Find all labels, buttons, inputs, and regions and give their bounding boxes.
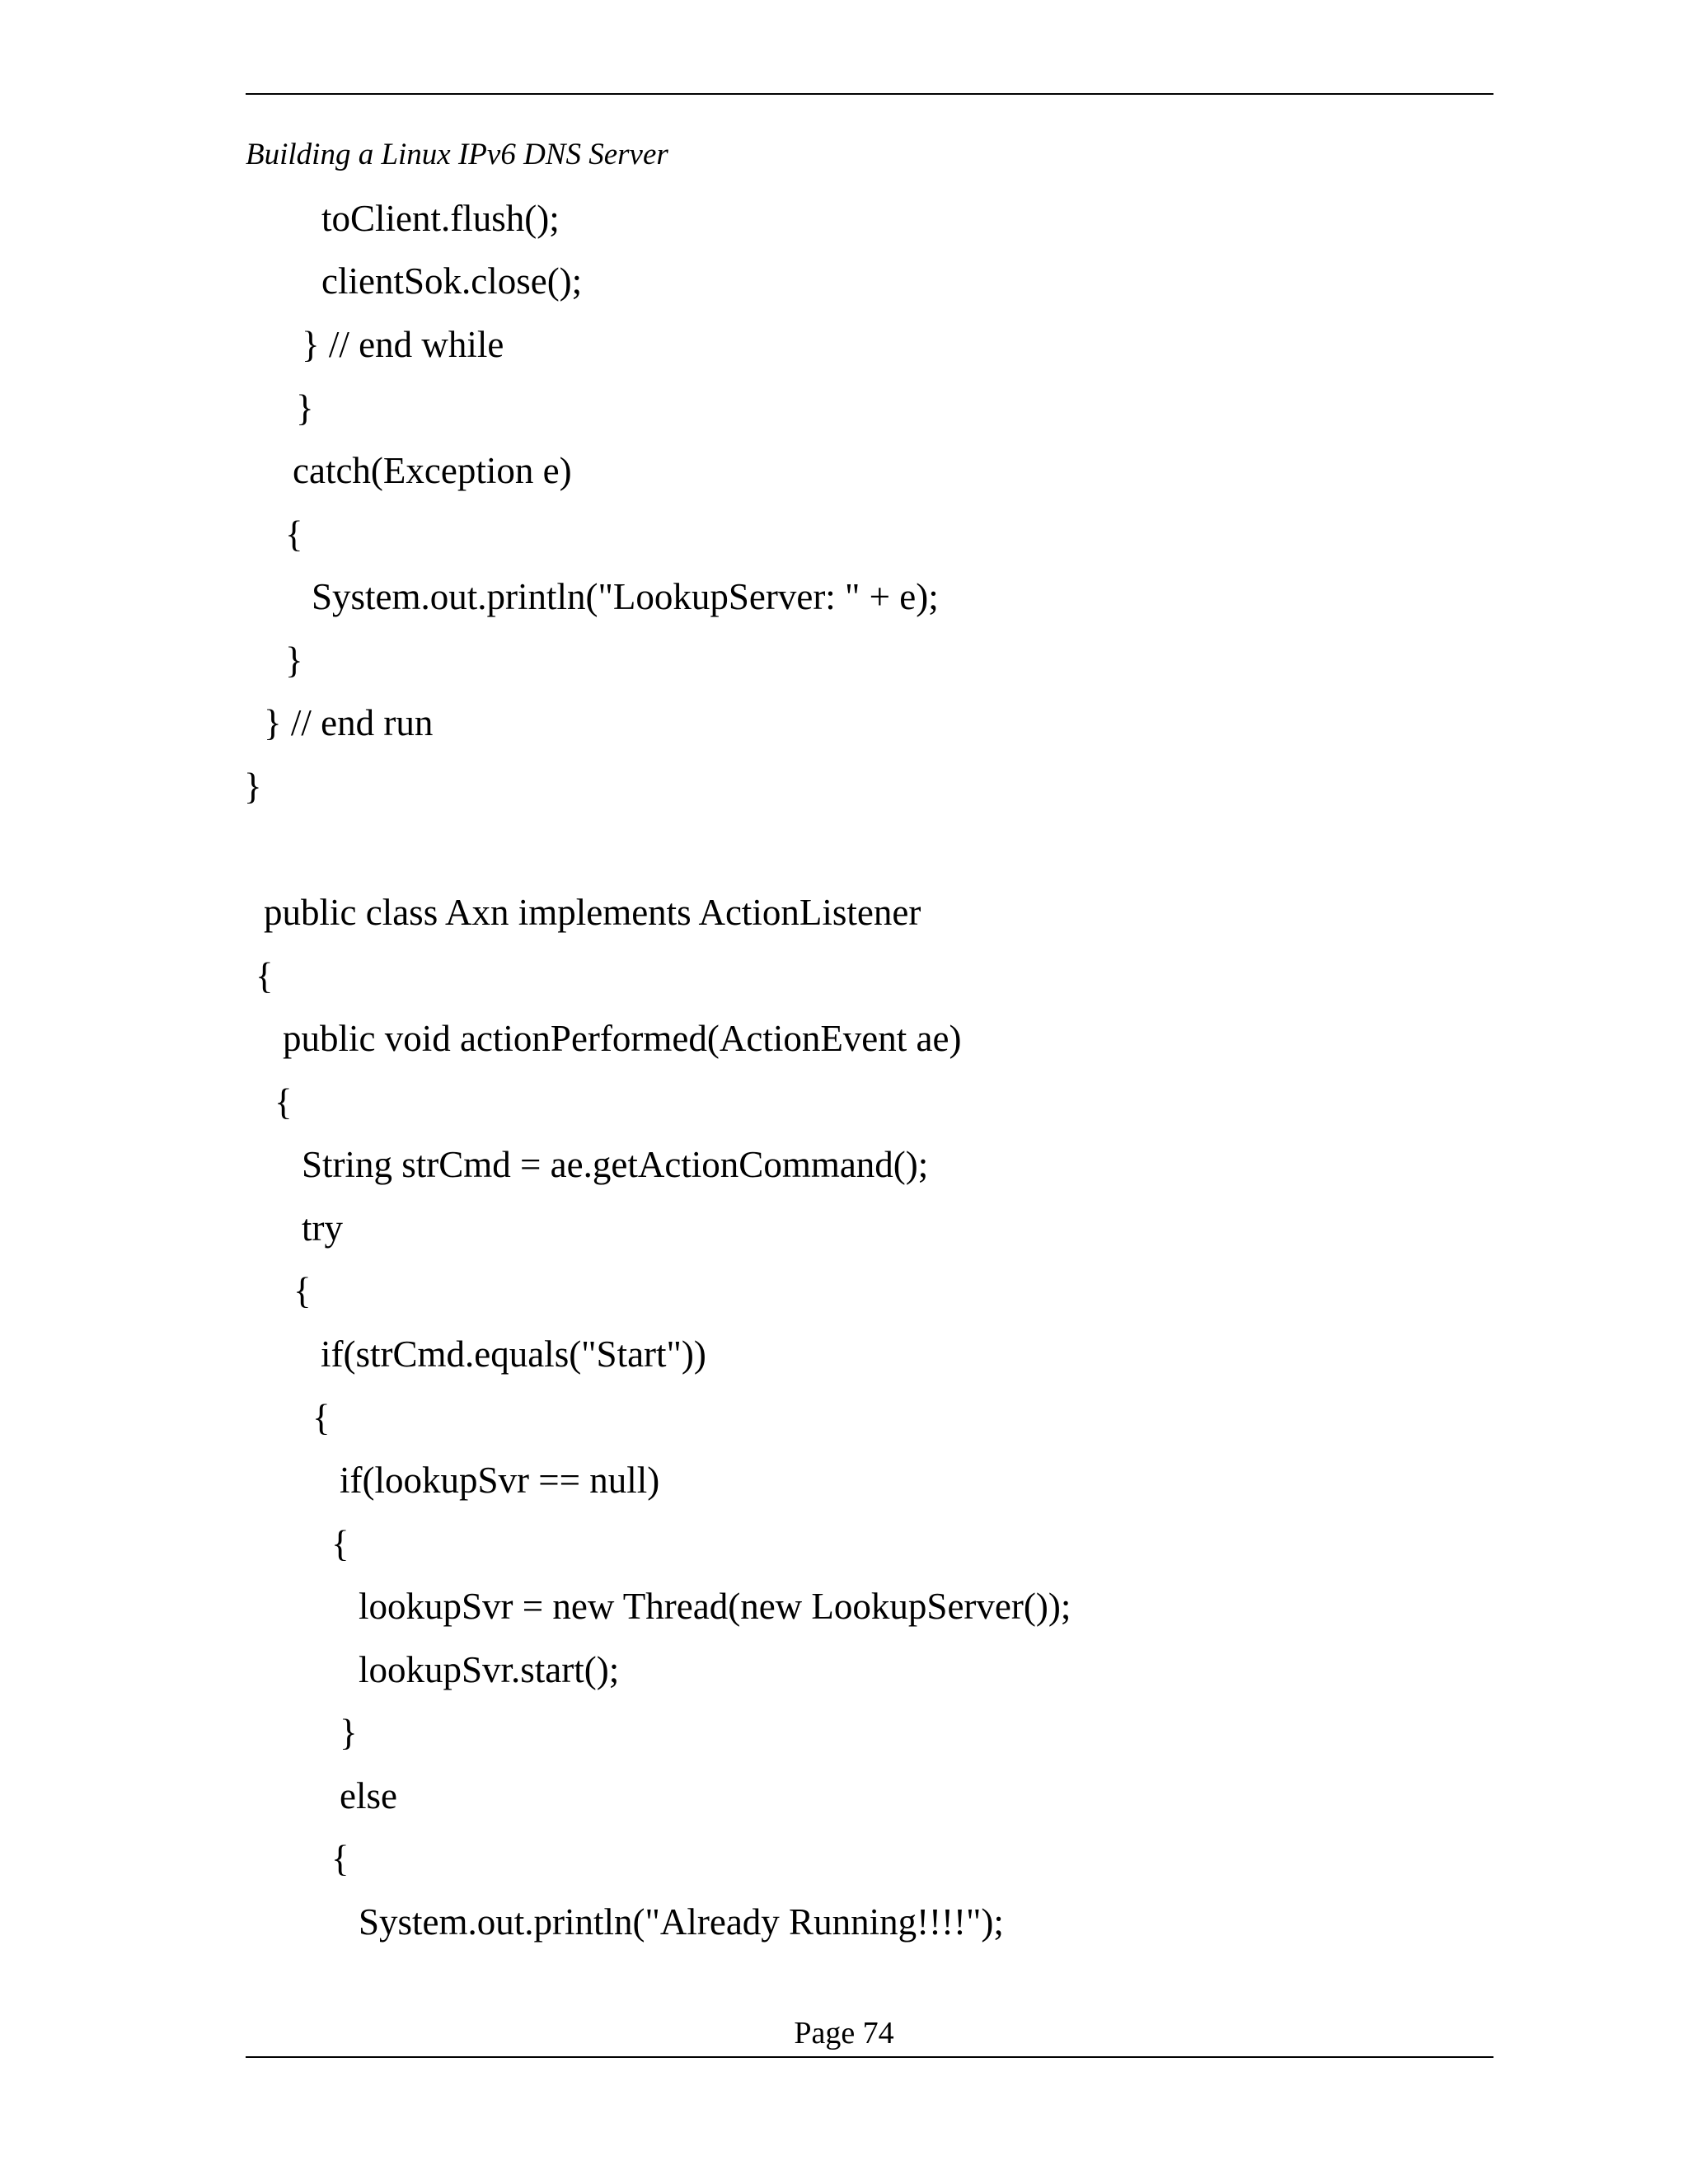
code-line: lookupSvr = new Thread(new LookupServer());: [359, 1586, 1071, 1627]
code-line: try: [302, 1207, 343, 1249]
running-header: Building a Linux IPv6 DNS Server: [246, 138, 668, 171]
header-rule: [246, 93, 1493, 95]
code-line: System.out.println("Already Running!!!!");: [359, 1901, 1004, 1943]
code-line: } // end run: [264, 702, 434, 743]
code-line: {: [331, 1523, 349, 1564]
code-line: {: [331, 1838, 349, 1879]
code-line: lookupSvr.start();: [359, 1649, 620, 1690]
code-line: {: [293, 1270, 312, 1311]
code-line: public void actionPerformed(ActionEvent ae): [283, 1018, 962, 1059]
code-line: }: [340, 1712, 358, 1753]
code-line: }: [244, 766, 262, 807]
footer-rule: [246, 2056, 1493, 2058]
code-line: else: [340, 1775, 397, 1816]
code-line: }: [296, 387, 314, 429]
code-line: clientSok.close();: [321, 260, 583, 302]
code-line: System.out.println("LookupServer: " + e);: [312, 576, 939, 617]
code-line: {: [256, 955, 274, 996]
code-line: }: [285, 640, 303, 681]
code-line: {: [312, 1397, 331, 1438]
code-line: catch(Exception e): [293, 450, 572, 491]
code-line: {: [285, 513, 303, 555]
code-line: public class Axn implements ActionListener: [264, 892, 921, 933]
code-line: if(lookupSvr == null): [340, 1460, 660, 1501]
code-line: {: [274, 1081, 293, 1122]
code-line: } // end while: [302, 324, 504, 365]
code-line: if(strCmd.equals("Start")): [321, 1333, 706, 1375]
code-line: toClient.flush();: [321, 198, 560, 239]
page-number: Page 74: [794, 2016, 894, 2050]
code-line: String strCmd = ae.getActionCommand();: [302, 1144, 929, 1185]
